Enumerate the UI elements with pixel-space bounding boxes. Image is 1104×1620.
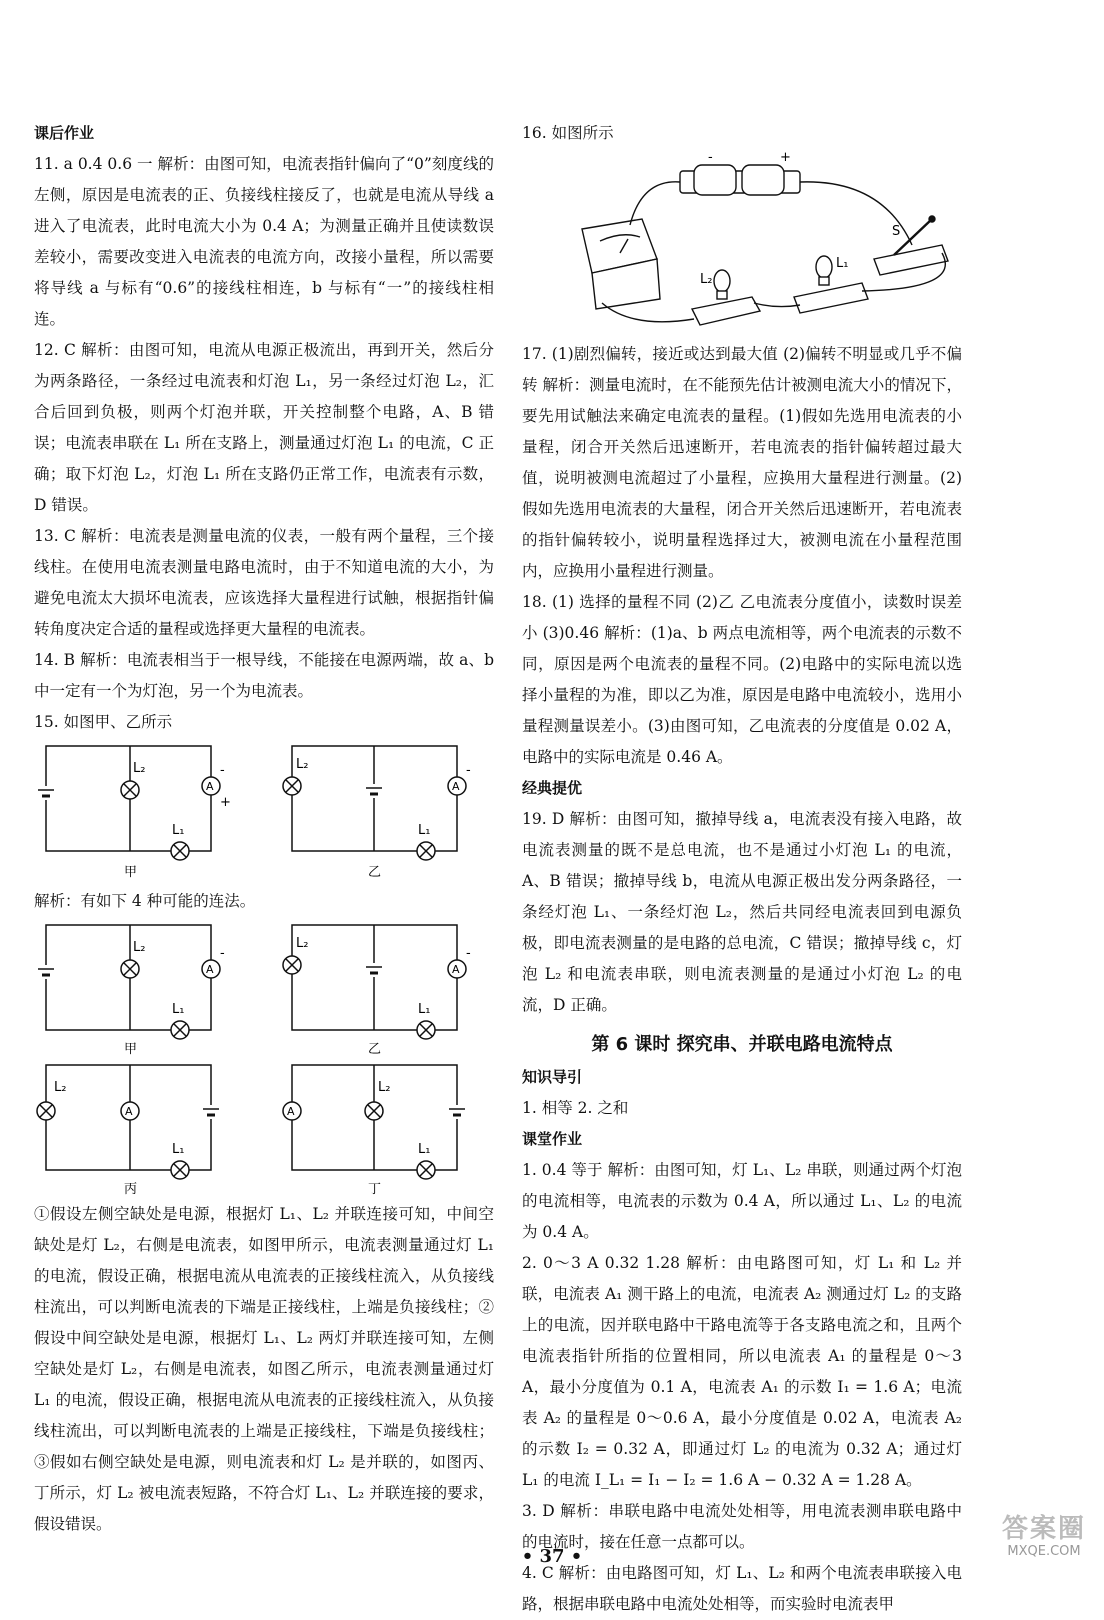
apparatus-L1: L₁ (836, 256, 849, 271)
apparatus-figure (522, 149, 962, 339)
caption-yi-2: 乙 (368, 1042, 382, 1057)
section-title-knowledge: 知识导引 (522, 1068, 583, 1086)
answer-19: 19. D 解析：由图可知，撤掉导线 a，电流表没有接入电路，故电流表测量的既不是总电流，也不是通过小灯泡 L₁ 的电流，A、B 错误；撤掉导线 b，电流从电源正极出发分两条路径，一条经灯泡 L₁、一条经灯泡 L₂，然后共同经电流表回到电源负极，即电流表测量的是电路的总电流，C 错误；撤掉导线 c，灯泡 L₂ 和电流表串联，则电流表测量的是通过小灯泡 L₂ 的电流，D 正确。 (522, 810, 962, 1014)
ammeter-A-bing: A (125, 1105, 133, 1118)
minus-jia: - (220, 763, 225, 778)
label-L2-bing: L₂ (54, 1080, 67, 1095)
caption-yi: 乙 (368, 865, 382, 880)
label-L1-ding: L₁ (418, 1142, 431, 1157)
apparatus-L2: L₂ (700, 272, 713, 287)
right-column (522, 118, 962, 1620)
answer-11: 11. a 0.4 0.6 一 解析：由图可知，电流表指针偏向了“0”刻度线的左侧，原因是电流表的正、负接线柱接反了，也就是电流从导线 a 进入了电流表，此时电流大小为 0.4 A；为测量正确并且使读数误差较小，需要改变进入电流表的电流方向，改接小量程，所以需要将导线 a 与标有“0.6”的接线柱相连，b 与标有“一”的接线柱相连。 (34, 155, 494, 328)
label-L2-jia: L₂ (133, 761, 146, 776)
ammeter-A-jia: A (206, 780, 214, 793)
ammeter-A-ding: A (287, 1105, 295, 1118)
battery-minus: - (708, 150, 713, 165)
knowledge-answers: 1. 相等 2. 之和 (522, 1099, 629, 1117)
label-L2-ding: L₂ (378, 1080, 391, 1095)
minus-jia-2: - (220, 946, 225, 961)
answer-13: 13. C 解析：电流表是测量电流的仪表，一般有两个量程，三个接线柱。在使用电流表测量电路电流时，由于不知道电流的大小，为避免电流太大损坏电流表，应该选择大量程进行试触，根据指针偏转角度决定合适的量程或选择更大量程的电流表。 (34, 527, 494, 638)
label-L1-jia-2: L₁ (172, 1002, 185, 1017)
section-title-classic: 经典提优 (522, 779, 583, 797)
label-L1-yi: L₁ (418, 823, 431, 838)
lesson-title: 第 6 课时 探究串、并联电路电流特点 (591, 1034, 893, 1055)
caption-jia-2: 甲 (124, 1042, 138, 1057)
answer-17: 17. (1)剧烈偏转，接近或达到最大值 (2)偏转不明显或几乎不偏转 解析：测量电流时，在不能预先估计被测电流大小的情况下，要先用试触法来确定电流表的量程。(1)假如先选用电流表的小量程，闭合开关然后迅速断开，若电流表的指针偏转超过最大值，说明被测电流超过了小量程，应换用大量程进行测量。(2)假如先选用电流表的大量程，闭合开关然后迅速断开，若电流表的指针偏转较小，说明量程选择过大，被测电流在小量程范围内，应换用小量程进行测量。 (522, 345, 962, 580)
class-answer-3: 3. D 解析：串联电路中电流处处相等，用电流表测串联电路中的电流时，接在任意一点都可以。 (522, 1502, 962, 1551)
answer-16: 16. 如图所示 (522, 124, 614, 142)
class-answer-4: 4. C 解析：由电路图可知，灯 L₁、L₂ 和两个电流表串联接入电路，根据串联电路中电流处处相等，而实验时电流表甲 (522, 1564, 962, 1613)
circuit-figures-row-3 (34, 1059, 494, 1199)
label-L1-jia: L₁ (172, 823, 185, 838)
page-number: • 37 • (521, 1546, 583, 1567)
watermark-site: MXQE.COM (1007, 1544, 1081, 1559)
answer-14: 14. B 解析：电流表相当于一根导线，不能接在电源两端，故 a、b 中一定有一个为灯泡，另一个为电流表。 (34, 651, 494, 700)
caption-ding: 丁 (368, 1182, 382, 1197)
circuit-figures-row-2 (34, 917, 494, 1059)
analysis-body: ①假设左侧空缺处是电源，根据灯 L₁、L₂ 并联连接可知，中间空缺处是灯 L₂，右侧是电流表，如图甲所示，电流表测量通过灯 L₁ 的电流，假设正确，根据电流从电流表的正接线柱流入，从负接线柱流出，可以判断电流表的下端是正接线柱，上端是负接线柱；②假设中间空缺处是电源，根据灯 L₁、L₂ 两灯并联连接可知，左侧空缺处是灯 L₂，右侧是电流表，如图乙所示，电流表测量通过灯 L₁ 的电流，假设正确，根据电流从电流表的正接线柱流入，从负接线柱流出，可以判断电流表的上端是正接线柱，下端是负接线柱；③假如右侧空缺处是电源，则电流表和灯 L₂ 是并联的，如图丙、丁所示，灯 L₂ 被电流表短路，不符合灯 L₁、L₂ 并联连接的要求，假设错误。 (34, 1205, 494, 1533)
ammeter-A-yi-2: A (452, 963, 460, 976)
label-L1-bing: L₁ (172, 1142, 185, 1157)
ammeter-A-yi: A (452, 780, 460, 793)
watermark (1001, 1514, 1086, 1561)
ammeter-A-jia-2: A (206, 963, 214, 976)
minus-yi: - (466, 763, 471, 778)
switch-S: S (892, 224, 901, 239)
plus-jia: + (220, 795, 231, 810)
class-answer-2: 2. 0～3 A 0.32 1.28 解析：由电路图可知，灯 L₁ 和 L₂ 并联，电流表 A₁ 测干路上的电流，电流表 A₂ 测通过灯 L₂ 的支路上的电流，因并联电路中干路电流等于各支路电流之和，且两个电流表指针所指的位置相同，所以电流表 A₁ 的量程是 0～3 A，最小分度值为 0.1 A，电流表 A₁ 的示数 I₁ = 1.6 A；电流表 A₂ 的量程是 0～0.6 A，最小分度值是 0.02 A，电流表 A₂ 的示数 I₂ = 0.32 A，即通过灯 L₂ 的电流为 0.32 A；通过灯 L₁ 的电流 I_L₁ = I₁ − I₂ = 1.6 A − 0.32 A = 1.28 A。 (522, 1254, 962, 1489)
label-L2-yi: L₂ (296, 757, 309, 772)
watermark-logo: 答案圈 (1001, 1514, 1086, 1544)
class-answer-1: 1. 0.4 等于 解析：由图可知，灯 L₁、L₂ 串联，则通过两个灯泡的电流相等，电流表的示数为 0.4 A，所以通过 L₁、L₂ 的电流为 0.4 A。 (522, 1161, 962, 1241)
label-L2-jia-2: L₂ (133, 940, 146, 955)
answer-18: 18. (1) 选择的量程不同 (2)乙 乙电流表分度值小，读数时误差小 (3)0.46 解析：(1)a、b 两点电流相等，两个电流表的示数不同，原因是两个电流表的量程不同。(2)电路中的实际电流以选择小量程的为准，即以乙为准，原因是电路中电流较小，选用小量程测量误差小。(3)由图可知，乙电流表的分度值是 0.02 A，电路中的实际电流是 0.46 A。 (522, 593, 962, 766)
caption-bing: 丙 (124, 1182, 138, 1197)
answer-12: 12. C 解析：由图可知，电流从电源正极流出，再到开关，然后分为两条路径，一条经过电流表和灯泡 L₁，另一条经过灯泡 L₂，汇合后回到负极，则两个灯泡并联，开关控制整个电路，A、B 错误；电流表串联在 L₁ 所在支路上，测量通过灯泡 L₁ 的电流，C 正确；取下灯泡 L₂，灯泡 L₁ 所在支路仍正常工作，电流表有示数，D 错误。 (34, 341, 494, 514)
label-L2-yi-2: L₂ (296, 936, 309, 951)
answer-15: 15. 如图甲、乙所示 (34, 713, 173, 731)
left-column (34, 118, 494, 1540)
minus-yi-2: - (466, 946, 471, 961)
label-L1-yi-2: L₁ (418, 1002, 431, 1017)
section-title-homework: 课后作业 (34, 124, 95, 142)
analysis-intro: 解析：有如下 4 种可能的连法。 (34, 892, 256, 910)
section-title-class: 课堂作业 (522, 1130, 583, 1148)
caption-jia: 甲 (124, 865, 138, 880)
battery-plus: + (780, 150, 791, 165)
circuit-figures-row-1 (34, 738, 494, 886)
